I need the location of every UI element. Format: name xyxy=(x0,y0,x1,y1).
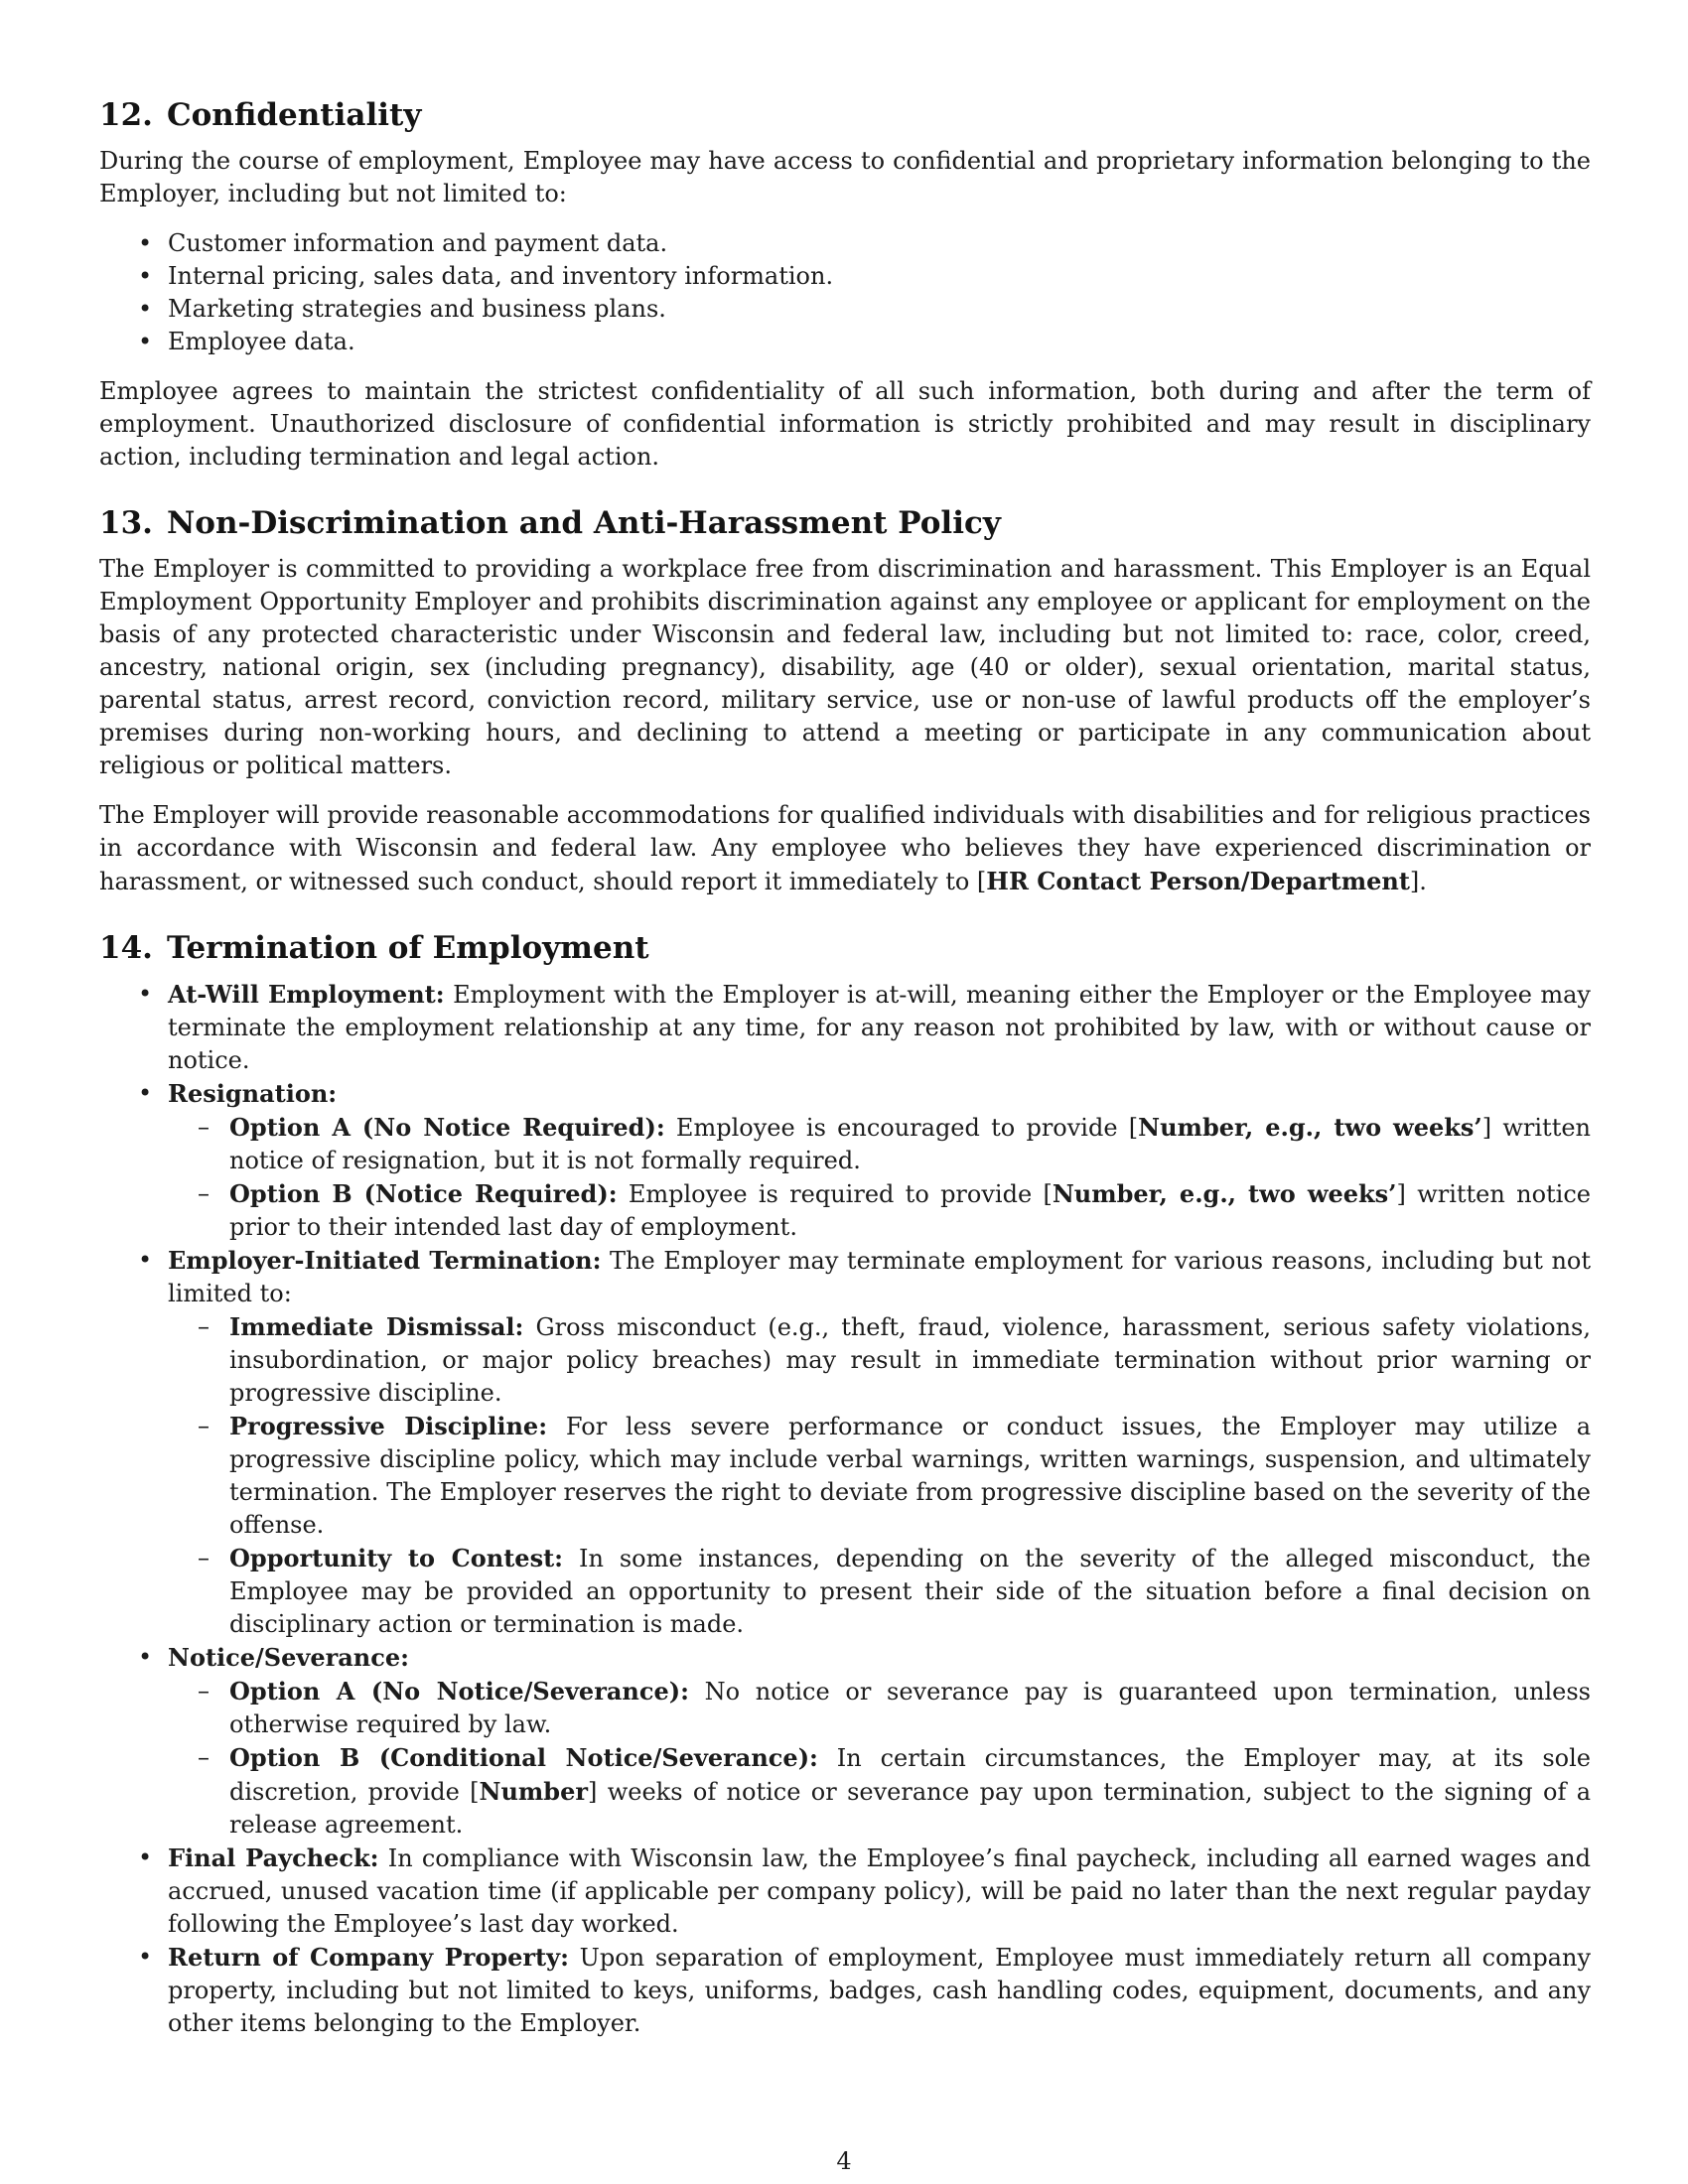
list-item: • Customer information and payment data. xyxy=(99,227,1591,260)
item-text: Gross misconduct (e.g., theft, fraud, violence, harassment, serious safety violations, insubordination, or major policy breaches) may result in immediate termination without prior warning or progressive discipline. xyxy=(229,1313,1591,1407)
item-text: ] written notice prior to their intended last day of employment. xyxy=(229,1180,1591,1241)
section-confidentiality xyxy=(99,95,1591,474)
bullet-list xyxy=(99,978,1591,2040)
paragraph: The Employer is committed to providing a workplace free from discrimination and harassment. This Employer is an Equal Employment Opportunity Employer and prohibits discrimination against any employee or applicant for employment on the basis of any protected characteristic under Wisconsin and federal law, including but not limited to: race, color, creed, ancestry, national origin, sex (including pregnancy), disability, age (40 or older), sexual orientation, marital status, parental status, arrest record, conviction record, military service, use or non-use of lawful products off the employer’s premises during non-working hours, and declining to attend a meeting or participate in any communication about religious or political matters. xyxy=(99,555,1591,779)
sub-list-item xyxy=(168,1741,1591,1842)
item-label: Option A (No Notice Required): xyxy=(229,1113,665,1142)
item-text: Employment with the Employer is at-will, meaning either the Employer or the Employee may terminate the employment relationship at any time, for any reason not prohibited by law, with or without cause or notice. xyxy=(168,981,1591,1074)
item-text: Employee is required to provide [ xyxy=(617,1180,1053,1208)
item-text: In certain circumstances, the Employer may, at its sole discretion, provide [ xyxy=(229,1744,1591,1806)
section-termination xyxy=(99,928,1591,2040)
list-item: • Internal pricing, sales data, and inventory information. xyxy=(99,260,1591,293)
item-text: In some instances, depending on the severity of the alleged misconduct, the Employee may be provided an opportunity to present their side of the situation before a final decision on disciplinary action or termination is made. xyxy=(229,1545,1591,1638)
placeholder: Number, e.g., two weeks’ xyxy=(1138,1113,1482,1142)
bullet-list xyxy=(99,227,1591,358)
section-number: 13. xyxy=(99,505,153,541)
list-item-at-will xyxy=(99,978,1591,1077)
item-label: Opportunity to Contest: xyxy=(229,1544,564,1572)
section-heading xyxy=(99,503,1591,543)
text-run: ]. xyxy=(1409,868,1427,895)
paragraph: During the course of employment, Employee may have access to confidential and proprietary information belonging to the Employer, including but not limited to: xyxy=(99,147,1591,207)
section-title: Confidentiality xyxy=(166,97,422,133)
item-label: Final Paycheck: xyxy=(168,1843,379,1872)
item-label: Option A (No Notice/Severance): xyxy=(229,1677,689,1706)
item-label: Option B (Notice Required): xyxy=(229,1179,618,1208)
section-title: Non-Discrimination and Anti-Harassment Policy xyxy=(166,505,1001,541)
sub-list xyxy=(168,1675,1591,1842)
section-title: Termination of Employment xyxy=(166,930,649,966)
list-item-resignation xyxy=(99,1077,1591,1244)
list-item-final-paycheck xyxy=(99,1842,1591,1941)
item-label: At-Will Employment: xyxy=(168,980,445,1009)
section-heading xyxy=(99,928,1591,968)
placeholder-hr-contact: HR Contact Person/Department xyxy=(986,867,1410,895)
item-text: For less severe performance or conduct issues, the Employer may utilize a progressive discipline policy, which may include verbal warnings, written warnings, suspension, and ultimately termination. The Employer reserves the right to deviate from progressive discipline based on the severity of the offense. xyxy=(229,1413,1592,1539)
text-run: The Employer will provide reasonable accommodations for qualified individuals with disabilities and for religious practices in accordance with Wisconsin and federal law. Any employee who believes they have experienced discrimination or harassment, or witnessed such conduct, should report it immediately to [ xyxy=(99,801,1591,895)
sub-list-item xyxy=(168,1310,1591,1410)
sub-list-item xyxy=(168,1111,1591,1177)
item-text: ] weeks of notice or severance pay upon termination, subject to the signing of a release agreement. xyxy=(229,1778,1591,1839)
item-label: Employer-Initiated Termination: xyxy=(168,1246,602,1275)
item-text: ] written notice of resignation, but it is not formally required. xyxy=(229,1114,1592,1174)
sub-list xyxy=(168,1310,1591,1641)
item-label: Notice/Severance: xyxy=(168,1643,409,1672)
paragraph: Employee agrees to maintain the strictest confidentiality of all such information, both during and after the term of employment. Unauthorized disclosure of confidential information is strictly prohibited and may result in disciplinary action, including termination and legal action. xyxy=(99,377,1591,471)
sub-list-item xyxy=(168,1542,1591,1641)
sub-list xyxy=(168,1111,1591,1244)
section-heading xyxy=(99,95,1591,135)
list-item: • Employee data. xyxy=(99,326,1591,358)
paragraph xyxy=(99,799,1591,898)
sub-list-item xyxy=(168,1410,1591,1542)
list-item-return-property xyxy=(99,1941,1591,2040)
item-label: Immediate Dismissal: xyxy=(229,1312,524,1341)
item-label: Return of Company Property: xyxy=(168,1943,569,1972)
placeholder: Number, e.g., two weeks’ xyxy=(1052,1179,1397,1208)
item-label: Progressive Discipline: xyxy=(229,1412,548,1440)
item-text: Upon separation of employment, Employee must immediately return all company property, including but not limited to keys, uniforms, badges, cash handling codes, equipment, documents, and any other items belonging to the Employer. xyxy=(168,1944,1592,2037)
item-text: No notice or severance pay is guaranteed upon termination, unless otherwise required by law. xyxy=(229,1678,1591,1738)
document-page xyxy=(99,95,1591,2070)
item-label: Resignation: xyxy=(168,1079,338,1108)
sub-list-item xyxy=(168,1675,1591,1741)
sub-list-item xyxy=(168,1177,1591,1244)
page-number: 4 xyxy=(836,2147,852,2175)
section-non-discrimination xyxy=(99,503,1591,898)
section-number: 12. xyxy=(99,97,153,133)
list-item-employer-initiated xyxy=(99,1244,1591,1641)
item-text: Employee is encouraged to provide [ xyxy=(664,1114,1139,1142)
section-number: 14. xyxy=(99,930,153,966)
placeholder: Number xyxy=(479,1777,588,1806)
item-text: In compliance with Wisconsin law, the Employee’s final paycheck, including all earned wages and accrued, unused vacation time (if applicable per company policy), will be paid no later than the next regular payday following the Employee’s last day worked. xyxy=(168,1844,1592,1938)
item-text: The Employer may terminate employment for various reasons, including but not limited to: xyxy=(168,1247,1591,1307)
item-label: Option B (Conditional Notice/Severance): xyxy=(229,1743,818,1772)
list-item: • Marketing strategies and business plans. xyxy=(99,293,1591,326)
list-item-severance xyxy=(99,1641,1591,1842)
